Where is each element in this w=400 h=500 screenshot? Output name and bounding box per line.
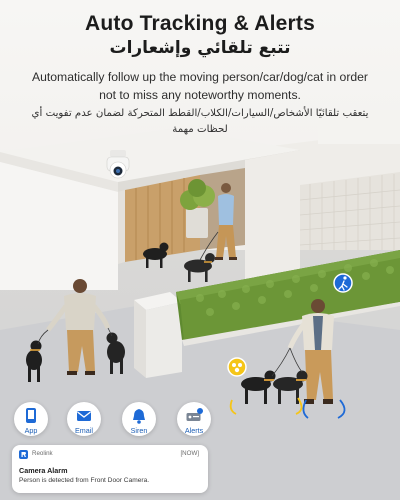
push-alert-icon bbox=[185, 407, 203, 425]
alerts-alert-option[interactable] bbox=[177, 402, 211, 436]
page-title: Auto Tracking & Alerts bbox=[85, 12, 315, 35]
reolink-logo-icon bbox=[19, 450, 28, 459]
pet-tracking-badge bbox=[228, 358, 246, 376]
person-tracking-badge bbox=[334, 274, 352, 292]
notification-title: Camera Alarm bbox=[19, 466, 68, 475]
email-alert-option[interactable] bbox=[67, 402, 101, 436]
siren-alert-option[interactable] bbox=[122, 402, 156, 436]
email-option-label: Email bbox=[75, 426, 93, 435]
envelope-icon bbox=[75, 407, 93, 425]
notification-body: Person is detected from Front Door Camera. bbox=[19, 477, 150, 484]
app-option-label: App bbox=[24, 426, 38, 435]
feature-description: Automatically follow up the moving person/car/dog/cat in order not to miss any noteworthy moments. bbox=[31, 70, 368, 102]
siren-option-label: Siren bbox=[130, 426, 148, 435]
phone-app-icon bbox=[22, 407, 40, 425]
bell-icon bbox=[130, 407, 148, 425]
page-title-arabic: تتبع تلقائي وإشعارات bbox=[109, 38, 291, 58]
alert-options bbox=[0, 402, 230, 442]
app-alert-option[interactable] bbox=[14, 402, 48, 436]
notification-app-name: Reolink bbox=[32, 450, 53, 457]
push-notification[interactable] bbox=[12, 445, 208, 493]
feature-description-arabic: يتعقب تلقائيًا الأشخاص/السيارات/الكلاب/القطط المتحركة لضمان عدم تفويت أي لحظات مهمة bbox=[31, 108, 369, 135]
notification-time: [NOW] bbox=[180, 450, 199, 457]
front-pillar bbox=[134, 292, 182, 378]
alerts-option-label: Alerts bbox=[184, 426, 204, 435]
